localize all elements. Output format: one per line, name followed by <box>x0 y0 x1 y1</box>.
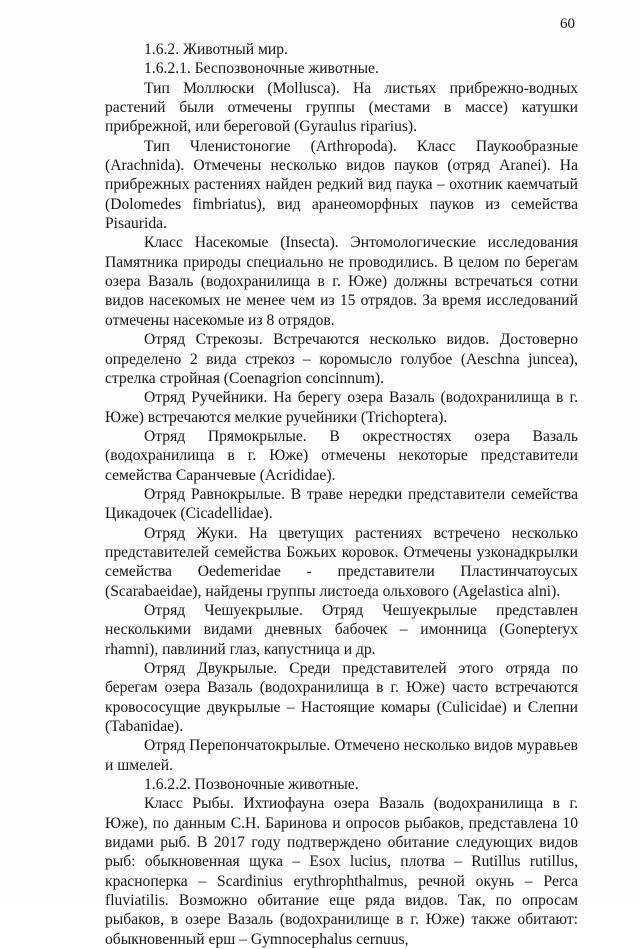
paragraph-fish: Класс Рыбы. Ихтиофауна озера Вазаль (водохранилища в г. Юже), по данным С.Н. Баринова и опросов рыбаков, представлена 10 видами рыб. В 2017 году подтверждено обитание следующих видов рыб: обыкновенная щука – Esox lucius, плотва – Rutillus rutillus, красноперка – Scardinius erythrophthalmus, речной окунь – Perca fluviatilis. Возможно обитание еще ряда видов. Так, по опросам рыбаков, в озере Вазаль (водохранилище в г. Юже) также обитают: обыкновенный ерш – Gymnocephalus cernuus, <box>105 795 578 948</box>
paragraph-arthropoda: Тип Членистоногие (Arthropoda). Класс Паукообразные (Arachnida). Отмечены несколько видов пауков (отряд Aranei). На прибрежных растениях найден редкий вид паука – охотник каемчатый (Dolomedes fimbriatus), вид аранеоморфных пауков из семейства Pisaurida. <box>105 137 578 233</box>
paragraph-dragonflies: Отряд Стрекозы. Встречаются несколько видов. Достоверно определено 2 вида стрекоз – коромысло голубое (Aeschna juncea), стрелка стройная (Coenagrion concinnum). <box>105 331 578 387</box>
heading-animal-world: 1.6.2. Животный мир. <box>144 41 288 58</box>
paragraph-lepidoptera: Отряд Чешуекрылые. Отряд Чешуекрылые представлен несколькими видами дневных бабочек – имонница (Gonepteryx rhamni), павлиний глаз, капустница и др. <box>105 601 578 658</box>
paragraph-diptera: Отряд Двукрылые. Среди представителей этого отряда по берегам озера Вазаль (водохранилища в г. Юже) часто встречаются кровососущие двукрылые – Настоящие комары (Culicidae) и Слепни (Tabanidae). <box>105 660 578 736</box>
paragraph-hymenoptera: Отряд Перепончатокрылые. Отмечено несколько видов муравьев и шмелей. <box>105 737 578 774</box>
paragraph-homoptera: Отряд Равнокрылые. В траве нередки представители семейства Цикадочек (Cicadellidae). <box>105 485 578 523</box>
paragraph-insecta: Класс Насекомые (Insecta). Энтомологические исследования Памятника природы специально не проводились. В целом по берегам озера Вазаль (водохранилища в г. Юже) должны встречаться сотни видов насекомых не менее чем из 15 отрядов. За время исследований отмечены насекомые из 8 отрядов. <box>105 234 578 329</box>
page-number: 60 <box>560 16 575 32</box>
paragraph-mollusca: Тип Моллюски (Mollusca). На листьях прибрежно-водных растений были отмечены группы (местами в массе) катушки прибрежной, или береговой (Gyraulus riparius). <box>105 79 578 136</box>
paragraph-orthoptera: Отряд Прямокрылые. В окрестностях озера Вазаль (водохранилища в г. Юже) отмечены некоторые представители семейства Саранчевые (Acrididae). <box>105 427 578 484</box>
document-text-body <box>105 40 578 949</box>
heading-vertebrates: 1.6.2.2. Позвоночные животные. <box>144 776 359 794</box>
paragraph-beetles: Отряд Жуки. На цветущих растениях встречено несколько представителей семейства Божьих коровок. Отмечены узконадкрылки семейства Oedemeridae - представители Пластинчатоусых (Scarabaeidae), найдены группы листоеда ольхового (Agelastica alni). <box>105 524 578 600</box>
heading-invertebrates: 1.6.2.1. Беспозвоночные животные. <box>144 60 379 78</box>
paragraph-caddisflies: Отряд Ручейники. На берегу озера Вазаль (водохранилища в г. Юже) встречаются мелкие ручейники (Trichoptera). <box>105 389 578 426</box>
